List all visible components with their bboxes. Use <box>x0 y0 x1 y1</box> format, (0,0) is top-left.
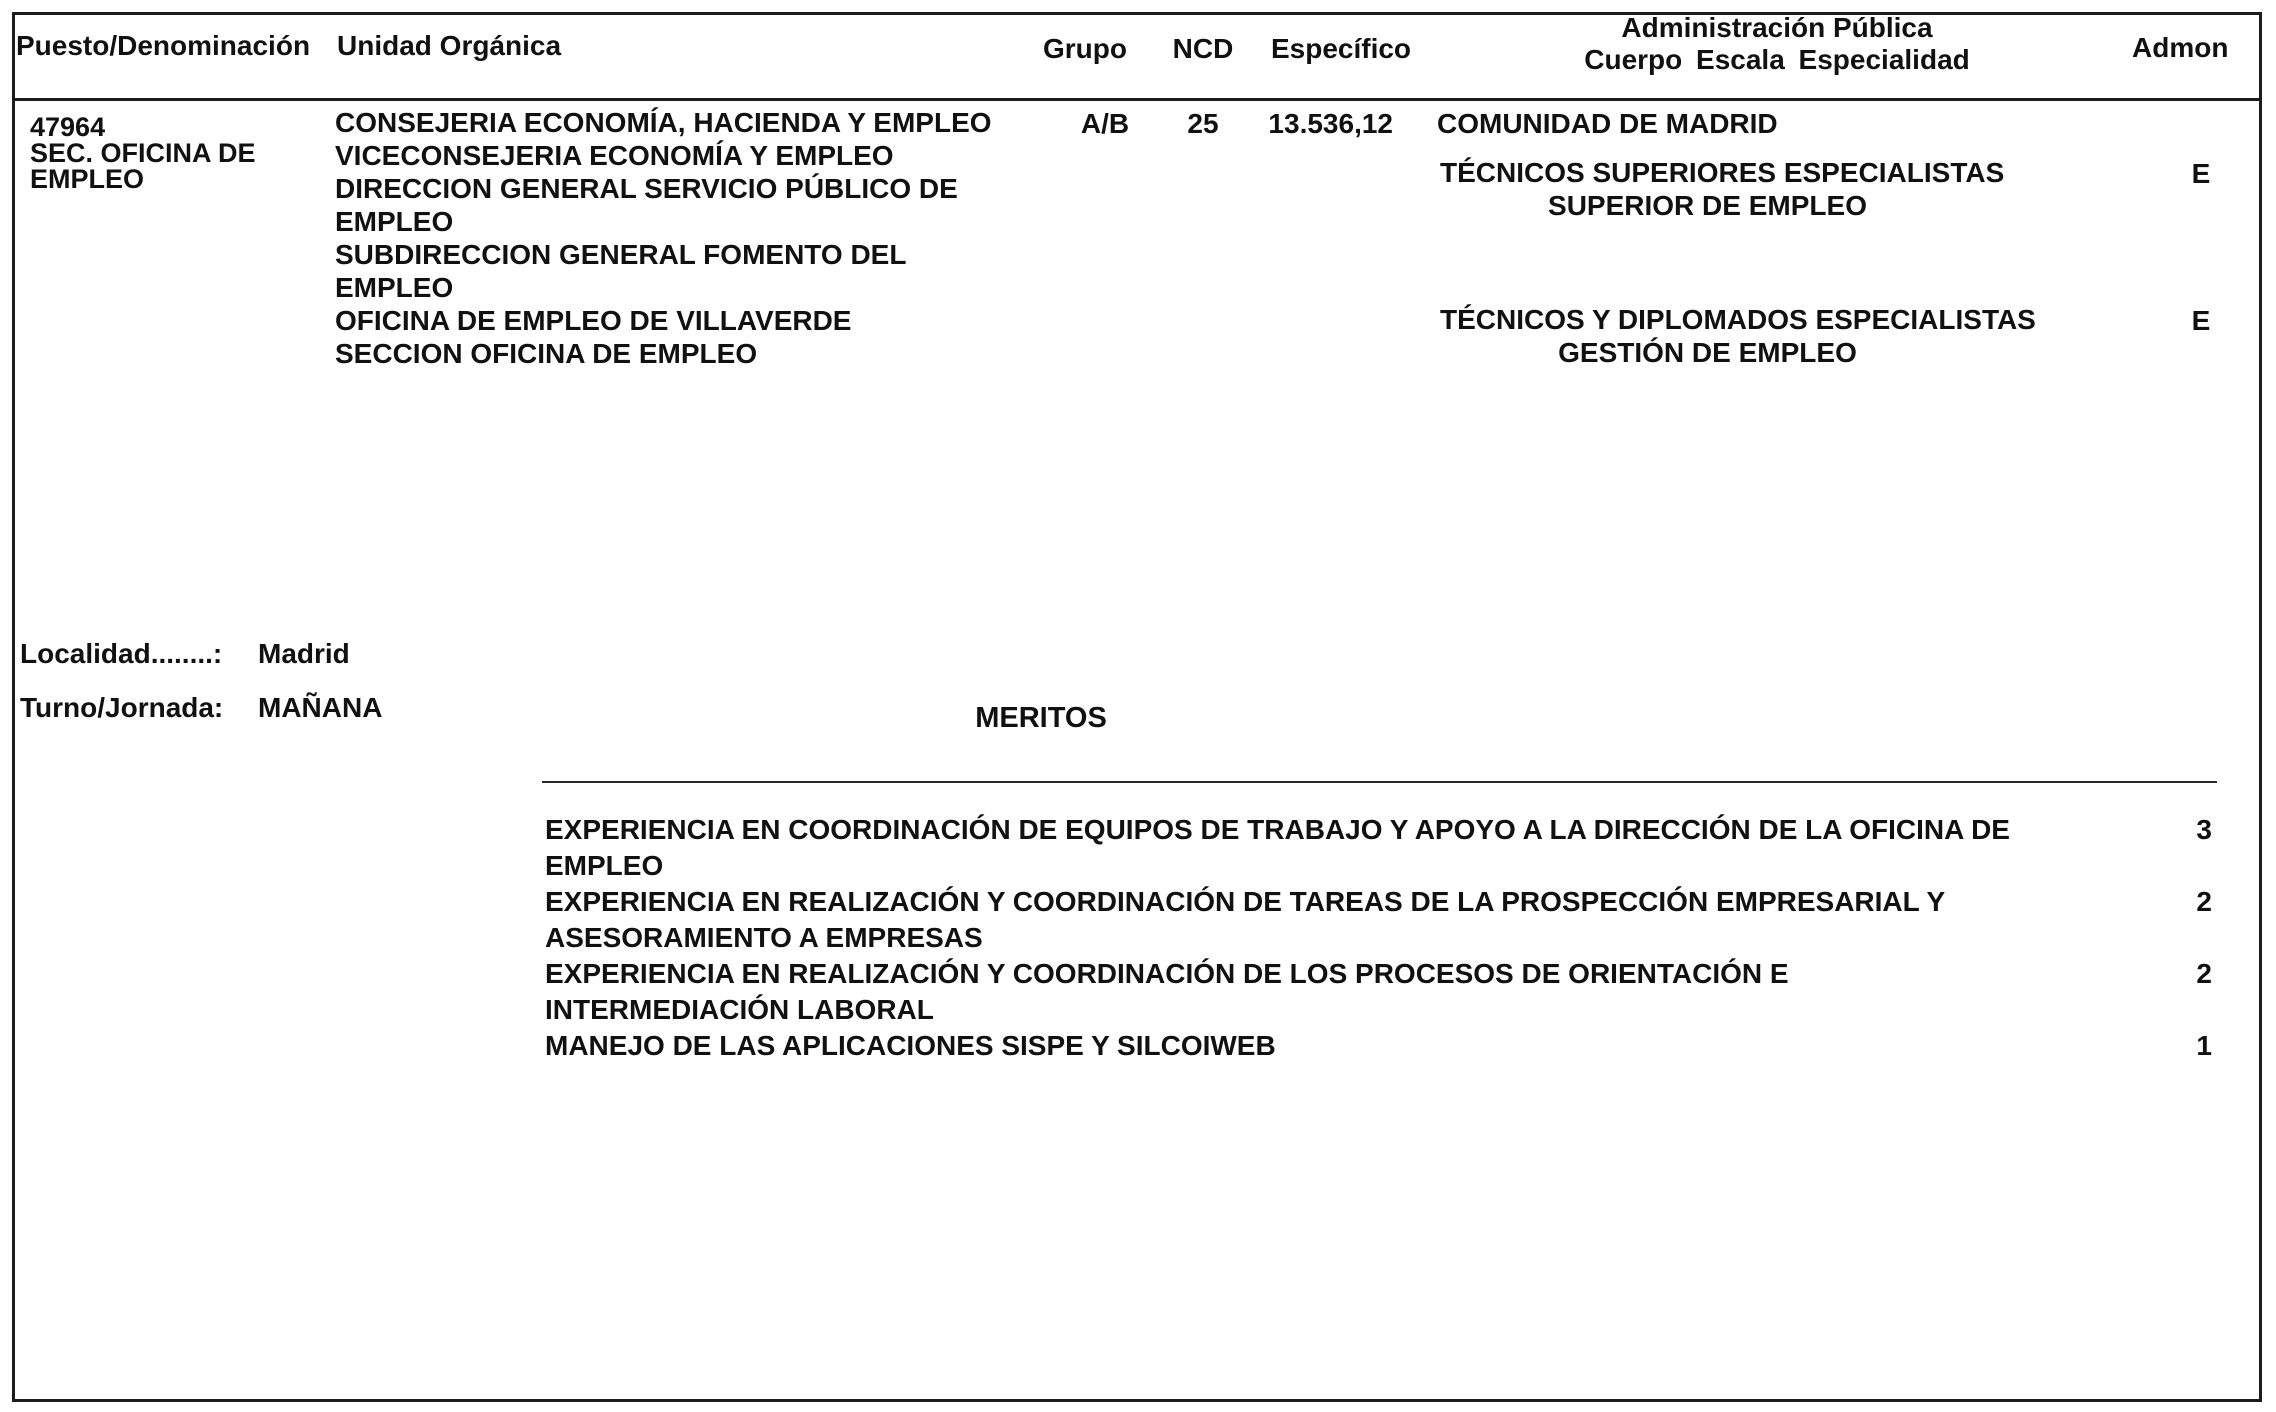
column-header-administracion <box>1517 12 2037 76</box>
ncd-value: 25 <box>1187 108 1219 139</box>
merito-item <box>545 1028 1276 1064</box>
puesto-cell <box>30 114 256 192</box>
turno-jornada-label: Turno/Jornada: <box>20 692 224 723</box>
merito-text-line: EXPERIENCIA EN REALIZACIÓN Y COORDINACIÓN DE TAREAS DE LA PROSPECCIÓN EMPRESARIAL Y <box>545 886 1946 917</box>
merito-item <box>545 956 1789 1028</box>
unidad-line: VICECONSEJERIA ECONOMÍA Y EMPLEO <box>335 140 894 171</box>
merito-item <box>545 884 1945 956</box>
puesto-denominacion-line: EMPLEO <box>30 164 145 194</box>
merito-text-line: INTERMEDIACIÓN LABORAL <box>545 994 934 1025</box>
merito-puntos: 2 <box>2196 958 2212 989</box>
unidad-line: SUBDIRECCION GENERAL FOMENTO DEL <box>335 239 907 270</box>
localidad-value: Madrid <box>258 638 350 669</box>
puesto-code: 47964 <box>30 112 106 142</box>
unidad-organica-cell <box>335 106 992 370</box>
unidad-line: EMPLEO <box>335 206 454 237</box>
column-header-puesto: Puesto/Denominación <box>16 30 311 61</box>
merito-item <box>545 812 2010 884</box>
column-header-unidad: Unidad Orgánica <box>337 30 562 61</box>
header-separator-line <box>12 98 2262 101</box>
cuerpo-especialidad: SUPERIOR DE EMPLEO <box>1548 190 1867 221</box>
cuerpo-name: TÉCNICOS SUPERIORES ESPECIALISTAS <box>1440 157 2005 188</box>
localidad-label: Localidad........: <box>20 638 223 669</box>
column-header-ncd: NCD <box>1172 33 1234 64</box>
unidad-line: DIRECCION GENERAL SERVICIO PÚBLICO DE <box>335 173 958 204</box>
column-header-administracion-line1: Administración Pública <box>1621 12 1933 43</box>
grupo-value: A/B <box>1080 108 1130 139</box>
merito-text-line: ASESORAMIENTO A EMPRESAS <box>545 922 983 953</box>
column-header-especifico: Específico <box>1270 33 1412 64</box>
puesto-denominacion-line: SEC. OFICINA DE <box>30 138 256 168</box>
merito-text-line: EMPLEO <box>545 850 664 881</box>
merito-text-line: EXPERIENCIA EN COORDINACIÓN DE EQUIPOS DE TRABAJO Y APOYO A LA DIRECCIÓN DE LA OFICINA DE <box>545 814 2010 845</box>
cuerpo-block <box>1440 303 2036 369</box>
admon-value: E <box>2191 305 2211 336</box>
turno-jornada-value: MAÑANA <box>258 692 383 723</box>
merito-puntos: 2 <box>2196 886 2212 917</box>
admon-value: E <box>2191 158 2211 189</box>
unidad-line: CONSEJERIA ECONOMÍA, HACIENDA Y EMPLEO <box>335 107 992 138</box>
column-header-grupo: Grupo <box>1043 33 1127 64</box>
cuerpo-name: TÉCNICOS Y DIPLOMADOS ESPECIALISTAS <box>1440 304 2036 335</box>
meritos-title: MERITOS <box>975 702 1107 734</box>
unidad-line: OFICINA DE EMPLEO DE VILLAVERDE <box>335 305 852 336</box>
unidad-line: EMPLEO <box>335 272 454 303</box>
merito-puntos: 3 <box>2196 814 2212 845</box>
unidad-line: SECCION OFICINA DE EMPLEO <box>335 338 758 369</box>
especifico-value: 13.536,12 <box>1268 108 1393 139</box>
cuerpo-block <box>1440 156 2005 222</box>
meritos-separator-line <box>542 781 2217 783</box>
merito-text-line: MANEJO DE LAS APLICACIONES SISPE Y SILCOIWEB <box>545 1030 1276 1061</box>
merito-text-line: EXPERIENCIA EN REALIZACIÓN Y COORDINACIÓN DE LOS PROCESOS DE ORIENTACIÓN E <box>545 958 1789 989</box>
merito-puntos: 1 <box>2196 1030 2212 1061</box>
column-header-admon: Admon <box>2132 32 2229 63</box>
cuerpo-especialidad: GESTIÓN DE EMPLEO <box>1558 337 1857 368</box>
administracion-publica-value: COMUNIDAD DE MADRID <box>1437 108 1778 139</box>
column-header-administracion-line2: Cuerpo Escala Especialidad <box>1584 44 1970 75</box>
